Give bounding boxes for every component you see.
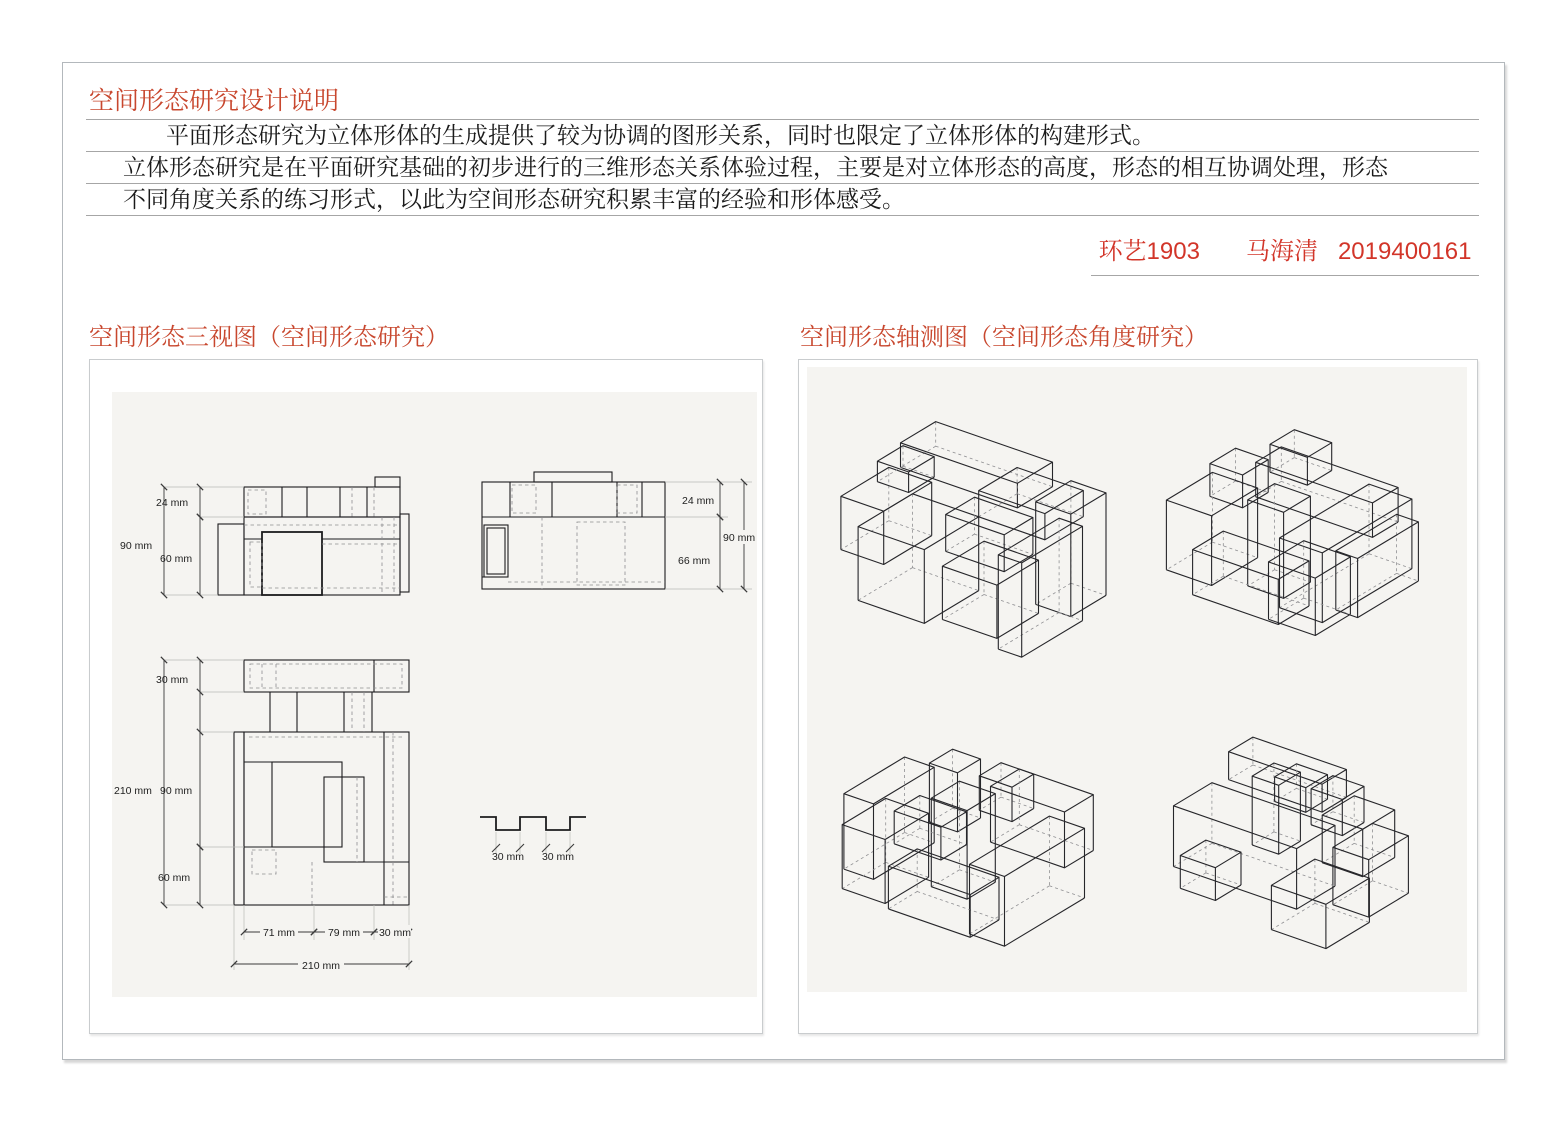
side-view bbox=[482, 472, 756, 589]
dim-side-24: 24 mm bbox=[682, 495, 715, 507]
dim-front-60: 60 mm bbox=[160, 553, 193, 565]
description-paragraph bbox=[86, 119, 1479, 216]
dim-plan-210: 210 mm bbox=[114, 785, 152, 797]
dim-plan-90: 90 mm bbox=[160, 785, 193, 797]
paragraph-line-2: 立体形态研究是在平面研究基础的初步进行的三维形态关系体验过程，主要是对立体形态的高度，形态的相互协调处理，形态 bbox=[86, 152, 1479, 184]
dim-side-66: 66 mm bbox=[678, 555, 711, 567]
student-name: 马海清 bbox=[1245, 238, 1318, 265]
front-view bbox=[120, 477, 409, 595]
axon-view-4 bbox=[1137, 689, 1457, 989]
dim-front-90: 90 mm bbox=[120, 540, 153, 552]
dim-plan-b30: 30 mm bbox=[378, 927, 412, 939]
axon-view-2 bbox=[1142, 389, 1462, 689]
dim-plan-79: 79 mm bbox=[327, 927, 361, 939]
page-frame bbox=[62, 62, 1505, 1060]
axon-view-3 bbox=[812, 689, 1132, 989]
dim-side-90: 90 mm bbox=[723, 532, 756, 544]
class-label: 环艺1903 bbox=[1098, 238, 1200, 265]
profile-detail bbox=[480, 817, 586, 863]
dim-profile-30b: 30 mm bbox=[541, 851, 575, 863]
section-title-axonometric: 空间形态轴测图（空间形态角度研究） bbox=[800, 324, 1208, 351]
paragraph-line-1: 平面形态研究为立体形体的生成提供了较为协调的图形关系，同时也限定了立体形体的构建形式。 bbox=[86, 120, 1479, 152]
plan-view bbox=[114, 660, 411, 972]
byline bbox=[1091, 231, 1479, 276]
dim-plan-b210: 210 mm bbox=[302, 960, 340, 972]
student-id: 2019400161 bbox=[1337, 238, 1472, 265]
dim-plan-60: 60 mm bbox=[158, 872, 191, 884]
three-view-canvas bbox=[112, 392, 757, 997]
dim-plan-30: 30 mm bbox=[156, 674, 189, 686]
dim-front-24: 24 mm bbox=[156, 497, 189, 509]
doc-title: 空间形态研究设计说明 bbox=[89, 87, 340, 115]
three-view-drawing bbox=[112, 392, 757, 997]
dim-plan-71: 71 mm bbox=[262, 927, 296, 939]
axonometric-canvas bbox=[807, 367, 1467, 992]
three-view-panel bbox=[89, 359, 763, 1034]
paragraph-line-3: 不同角度关系的练习形式，以此为空间形态研究积累丰富的经验和形体感受。 bbox=[86, 184, 1479, 216]
dim-profile-30a: 30 mm bbox=[491, 851, 525, 863]
axon-view-1 bbox=[812, 395, 1132, 695]
section-title-three-view: 空间形态三视图（空间形态研究） bbox=[89, 324, 449, 351]
axonometric-panel bbox=[798, 359, 1478, 1034]
